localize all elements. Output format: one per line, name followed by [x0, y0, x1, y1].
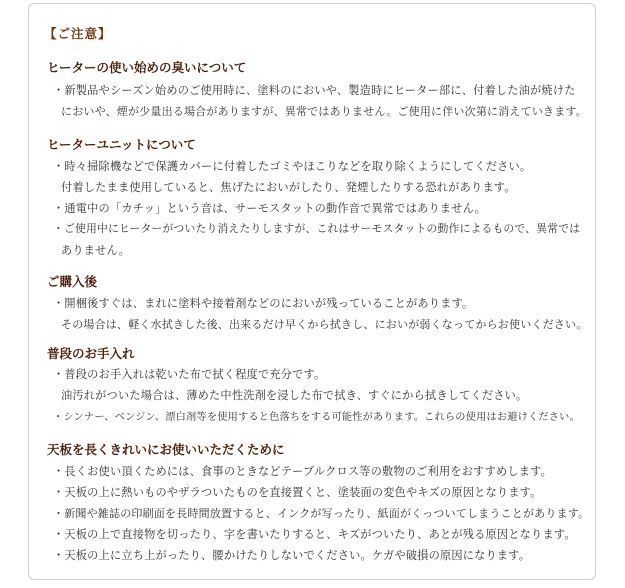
section-line: その場合は、軽く水拭きした後、出来るだけ早くから拭きし、においが弱くなってからお使いください。 [61, 318, 588, 331]
section-line: ・シンナー、ベンジン、漂白剤等を使用すると色落ちをする可能性があります。これらの使用はお避けください。 [53, 412, 580, 423]
section-line: ・新聞や雑誌の印刷面を長時間放置すると、インクが写ったり、紙面がくっついてしまうことがあります。 [53, 507, 590, 520]
section-heading-after-purchase: ご購入後 [47, 274, 98, 289]
section-line: においや、煙が少量出る場合がありますが、異常ではありません。ご使用に伴い次第に消えていきます。 [61, 105, 587, 118]
section-line: ・通電中の「カチッ」という音は、サーモスタットの動作音で異常ではありません。 [53, 202, 487, 215]
section-line: ・天板の上で直接物を切ったり、字を書いたりすると、キズがついたり、あとが残る原因となります。 [53, 528, 576, 541]
section-heading-tabletop-care: 天板を長くきれいにお使いいただくために [47, 442, 285, 457]
section-line: 油汚れがついた場合は、薄めた中性洗剤を浸した布で拭き、すぐにから拭きしてください。 [61, 389, 528, 402]
section-heading-daily-care: 普段のお手入れ [47, 346, 135, 361]
section-line: ・開梱後すぐは、まれに塗料や接着剤などのにおいが残っていることがあります。 [53, 297, 474, 310]
section-line: ・天板の上に熱いものやザラついたものを直接置くと、塗装面の変色やキズの原因となります。 [53, 486, 542, 499]
section-line: ・天板の上に立ち上がったり、腰かけたりしないでください。ケガや破損の原因になります。 [53, 549, 531, 562]
notice-panel [28, 3, 596, 580]
section-line: ・長くお使い頂くためには、食事のときなどテーブルクロス等の敷物のご利用をおすすめします。 [53, 465, 553, 478]
section-heading-heater-odor: ヒーターの使い始めの臭いについて [47, 60, 247, 75]
section-line: ・時々掃除機などで保護カバーに付着したゴミやほこりなどを取り除くようにしてください。 [53, 160, 532, 173]
section-line: 付着したまま使用していると、焦げたにおいがしたり、発煙したりする恐れがあります。 [61, 181, 516, 194]
notice-title: 【ご注意】 [44, 26, 112, 41]
section-line: ・普段のお手入れは乾いた布で拭く程度で充分です。 [53, 368, 326, 381]
section-line: ありません。 [61, 244, 130, 257]
section-line: ・ご使用中にヒーターがついたり消えたりしますが、これはサーモスタットの動作によるもので、異常では [53, 222, 581, 235]
section-heading-heater-unit: ヒーターユニットについて [47, 137, 196, 152]
section-line: ・新製品やシーズン始めのご使用時に、塗料のにおいや、製造時にヒーター部に、付着した油が焼けた [53, 84, 576, 97]
